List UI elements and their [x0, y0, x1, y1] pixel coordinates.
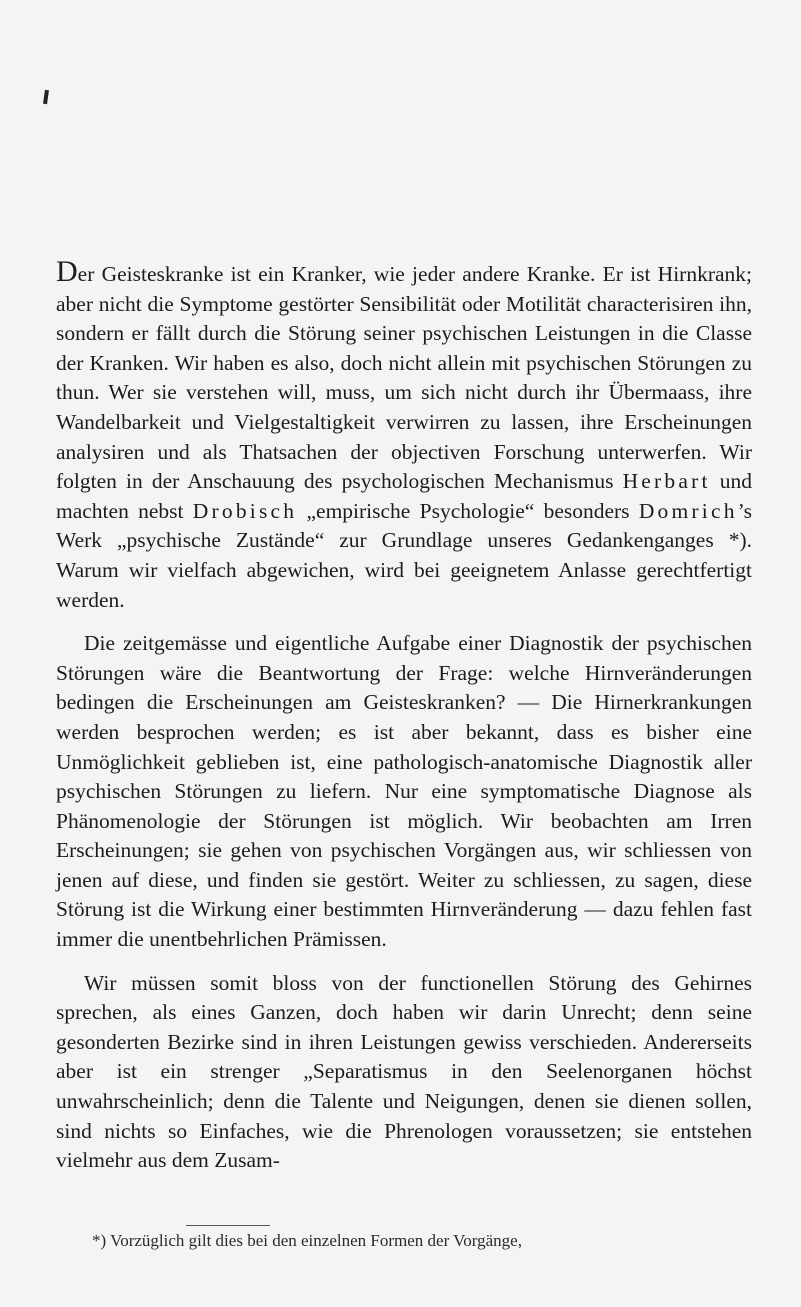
paragraph-3: Wir müssen somit bloss von der functionellen Störung des Gehirnes sprechen, als eines Ganzen, doch haben wir darin Unrecht; denn seine gesonderten Bezirke sind in ihren Leistungen gewiss verschieden. Andererseits aber ist ein strenger „Separatismus in den Seelenorganen höchst unwahrscheinlich; denn die Talente und Neigungen, denen sie dienen sollen, sind nichts so Einfaches, wie die Phrenologen voraussetzen; sie entstehen vielmehr aus dem Zusam-: [56, 970, 752, 1173]
footnote: *) Vorzüglich gilt dies bei den einzelnen Formen der Vorgänge,: [92, 1231, 522, 1250]
corner-mark: [43, 90, 49, 104]
body-text: [56, 255, 753, 1176]
paragraph-1-text-a: er Geisteskranke ist ein Kranker, wie jeder andere Kranke. Er ist Hirnkrank; aber nicht die Symptome gestörter Sensibilität oder Motilität characterisiren ihn, sondern er fällt durch die Störung seiner psychischen Leistungen in die Classe der Kranken. Wir haben es also, doch nicht allein mit psychischen Störungen zu thun. Wer sie verstehen will, muss, um sich nicht durch ihr Übermaass, ihre Wandelbarkeit und Vielgestaltigkeit verwirren zu lassen, ihre Erscheinungen analysiren und als Thatsachen der objectiven Forschung unterwerfen. Wir folgten in der Anschauung des psychologischen Mechanismus: [56, 262, 752, 494]
author-name-domrich: Domrich: [638, 498, 738, 523]
paragraph-1-text-c: „empirische Psychologie“ besonders: [297, 498, 639, 523]
footnote-divider: [186, 1225, 270, 1226]
paragraph-1-text-d: ’s Werk „psychische Zustände“ zur Grundlage unseres Gedankenganges *). Warum wir vielfach abgewichen, wird bei geeignetem Anlasse gerechtfertigt werden.: [56, 498, 752, 612]
paragraph-1-text-b: und machten nebst: [56, 469, 753, 523]
author-name-drobisch: Drobisch: [192, 498, 298, 523]
initial-letter: D: [56, 255, 78, 288]
paragraph-2: Die zeitgemässe und eigentliche Aufgabe einer Diagnostik der psychischen Störungen wäre die Beantwortung der Frage: welche Hirnveränderungen bedingen die Erscheinungen am Geisteskranken? — Die Hirnerkrankungen werden besprochen werden; es ist aber bekannt, dass es bisher eine Unmöglichkeit geblieben ist, eine pathologisch-anatomische Diagnostik aller psychischen Störungen zu liefern. Nur eine symptomatische Diagnose als Phänomenologie der Störungen ist möglich. Wir beobachten am Irren Erscheinungen; sie gehen von psychischen Vorgängen aus, wir schliessen von jenen auf diese, und finden sie gestört. Weiter zu schliessen, zu sagen, diese Störung ist die Wirkung einer bestimmten Hirnveränderung — dazu fehlen fast immer die unentbehrlichen Prämissen.: [56, 631, 752, 952]
author-name-herbart: Herbart: [622, 469, 711, 494]
paragraph-1: [56, 255, 753, 615]
